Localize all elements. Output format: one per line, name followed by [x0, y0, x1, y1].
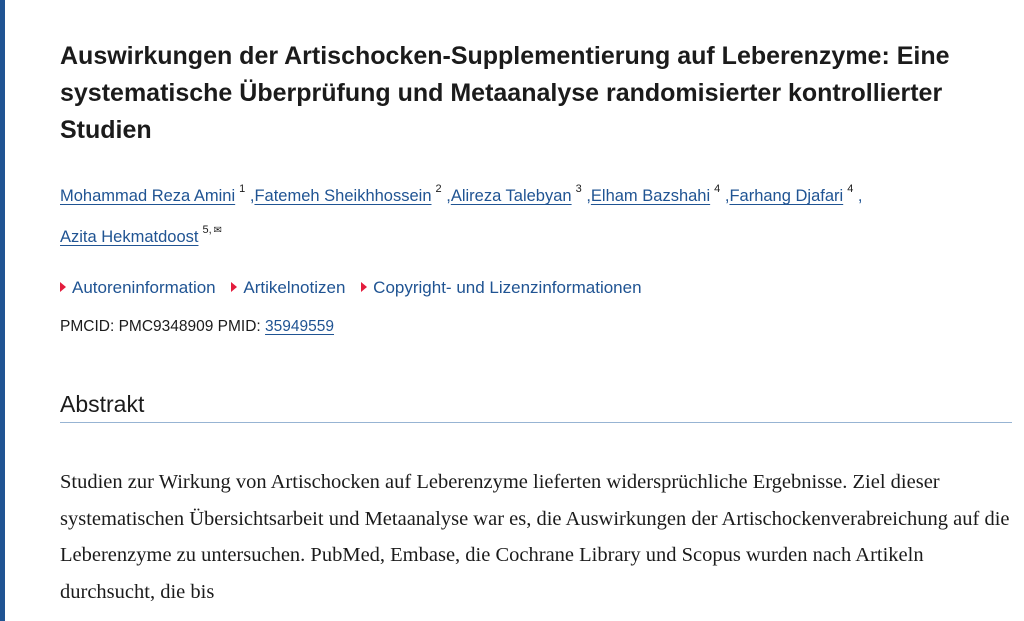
affiliation-number[interactable]: 2	[435, 183, 442, 195]
article-notes-toggle[interactable]: Artikelnotizen	[231, 278, 345, 297]
affiliation-number[interactable]: 3	[575, 183, 582, 195]
author-link[interactable]: Farhang Djafari	[729, 187, 844, 205]
affiliation-number[interactable]: 1	[239, 183, 246, 195]
author-link[interactable]: Elham Bazshahi	[590, 187, 711, 205]
author-link[interactable]: Mohammad Reza Amini	[60, 187, 236, 205]
expand-triangle-icon	[60, 282, 66, 292]
expand-triangle-icon	[231, 282, 237, 292]
affiliation-number[interactable]: 4	[847, 183, 854, 195]
affiliation-number[interactable]: 4	[714, 183, 721, 195]
article-identifiers	[60, 316, 334, 338]
mail-icon[interactable]: ✉	[213, 225, 223, 236]
pmcid-value: PMC9348909	[118, 318, 214, 335]
author-list	[60, 172, 1010, 254]
pmid-label: PMID:	[217, 318, 261, 335]
abstract-heading: Abstrakt	[60, 388, 1012, 423]
info-links	[60, 276, 653, 300]
author-link[interactable]: Azita Hekmatdoost	[60, 228, 199, 246]
author-information-toggle[interactable]: Autoreninformation	[60, 278, 216, 297]
left-accent-bar	[0, 0, 5, 621]
expand-triangle-icon	[361, 282, 367, 292]
author-link[interactable]: Alireza Talebyan	[450, 187, 572, 205]
affiliation-number[interactable]: 5,	[202, 224, 212, 236]
author-separator: ,	[857, 187, 863, 205]
author-separator: ,	[724, 187, 730, 205]
abstract-text: Studien zur Wirkung von Artischocken auf Leberenzyme lieferten widersprüchliche Ergebnisse. Ziel dieser systematischen Übersichtsarbeit und Metaanalyse war es, die Auswirkungen der Artischockenverabreichung auf die Leberenzyme zu untersuchen. PubMed, Embase, die Cochrane Library und Scopus wurden nach Artikeln durchsucht, die bis	[60, 471, 1010, 603]
pmcid-label: PMCID:	[60, 318, 115, 335]
copyright-license-toggle[interactable]: Copyright- und Lizenzinformationen	[361, 278, 641, 297]
author-separator: ,	[249, 187, 255, 205]
author-link[interactable]: Fatemeh Sheikhhossein	[254, 187, 432, 205]
article-title: Auswirkungen der Artischocken-Supplementierung auf Leberenzyme: Eine systematische Überprüfung und Metaanalyse randomisierter kontrollierter Studien	[60, 42, 950, 144]
author-separator: ,	[586, 187, 591, 205]
pmid-link[interactable]: 35949559	[265, 318, 335, 335]
author-separator: ,	[446, 187, 451, 205]
